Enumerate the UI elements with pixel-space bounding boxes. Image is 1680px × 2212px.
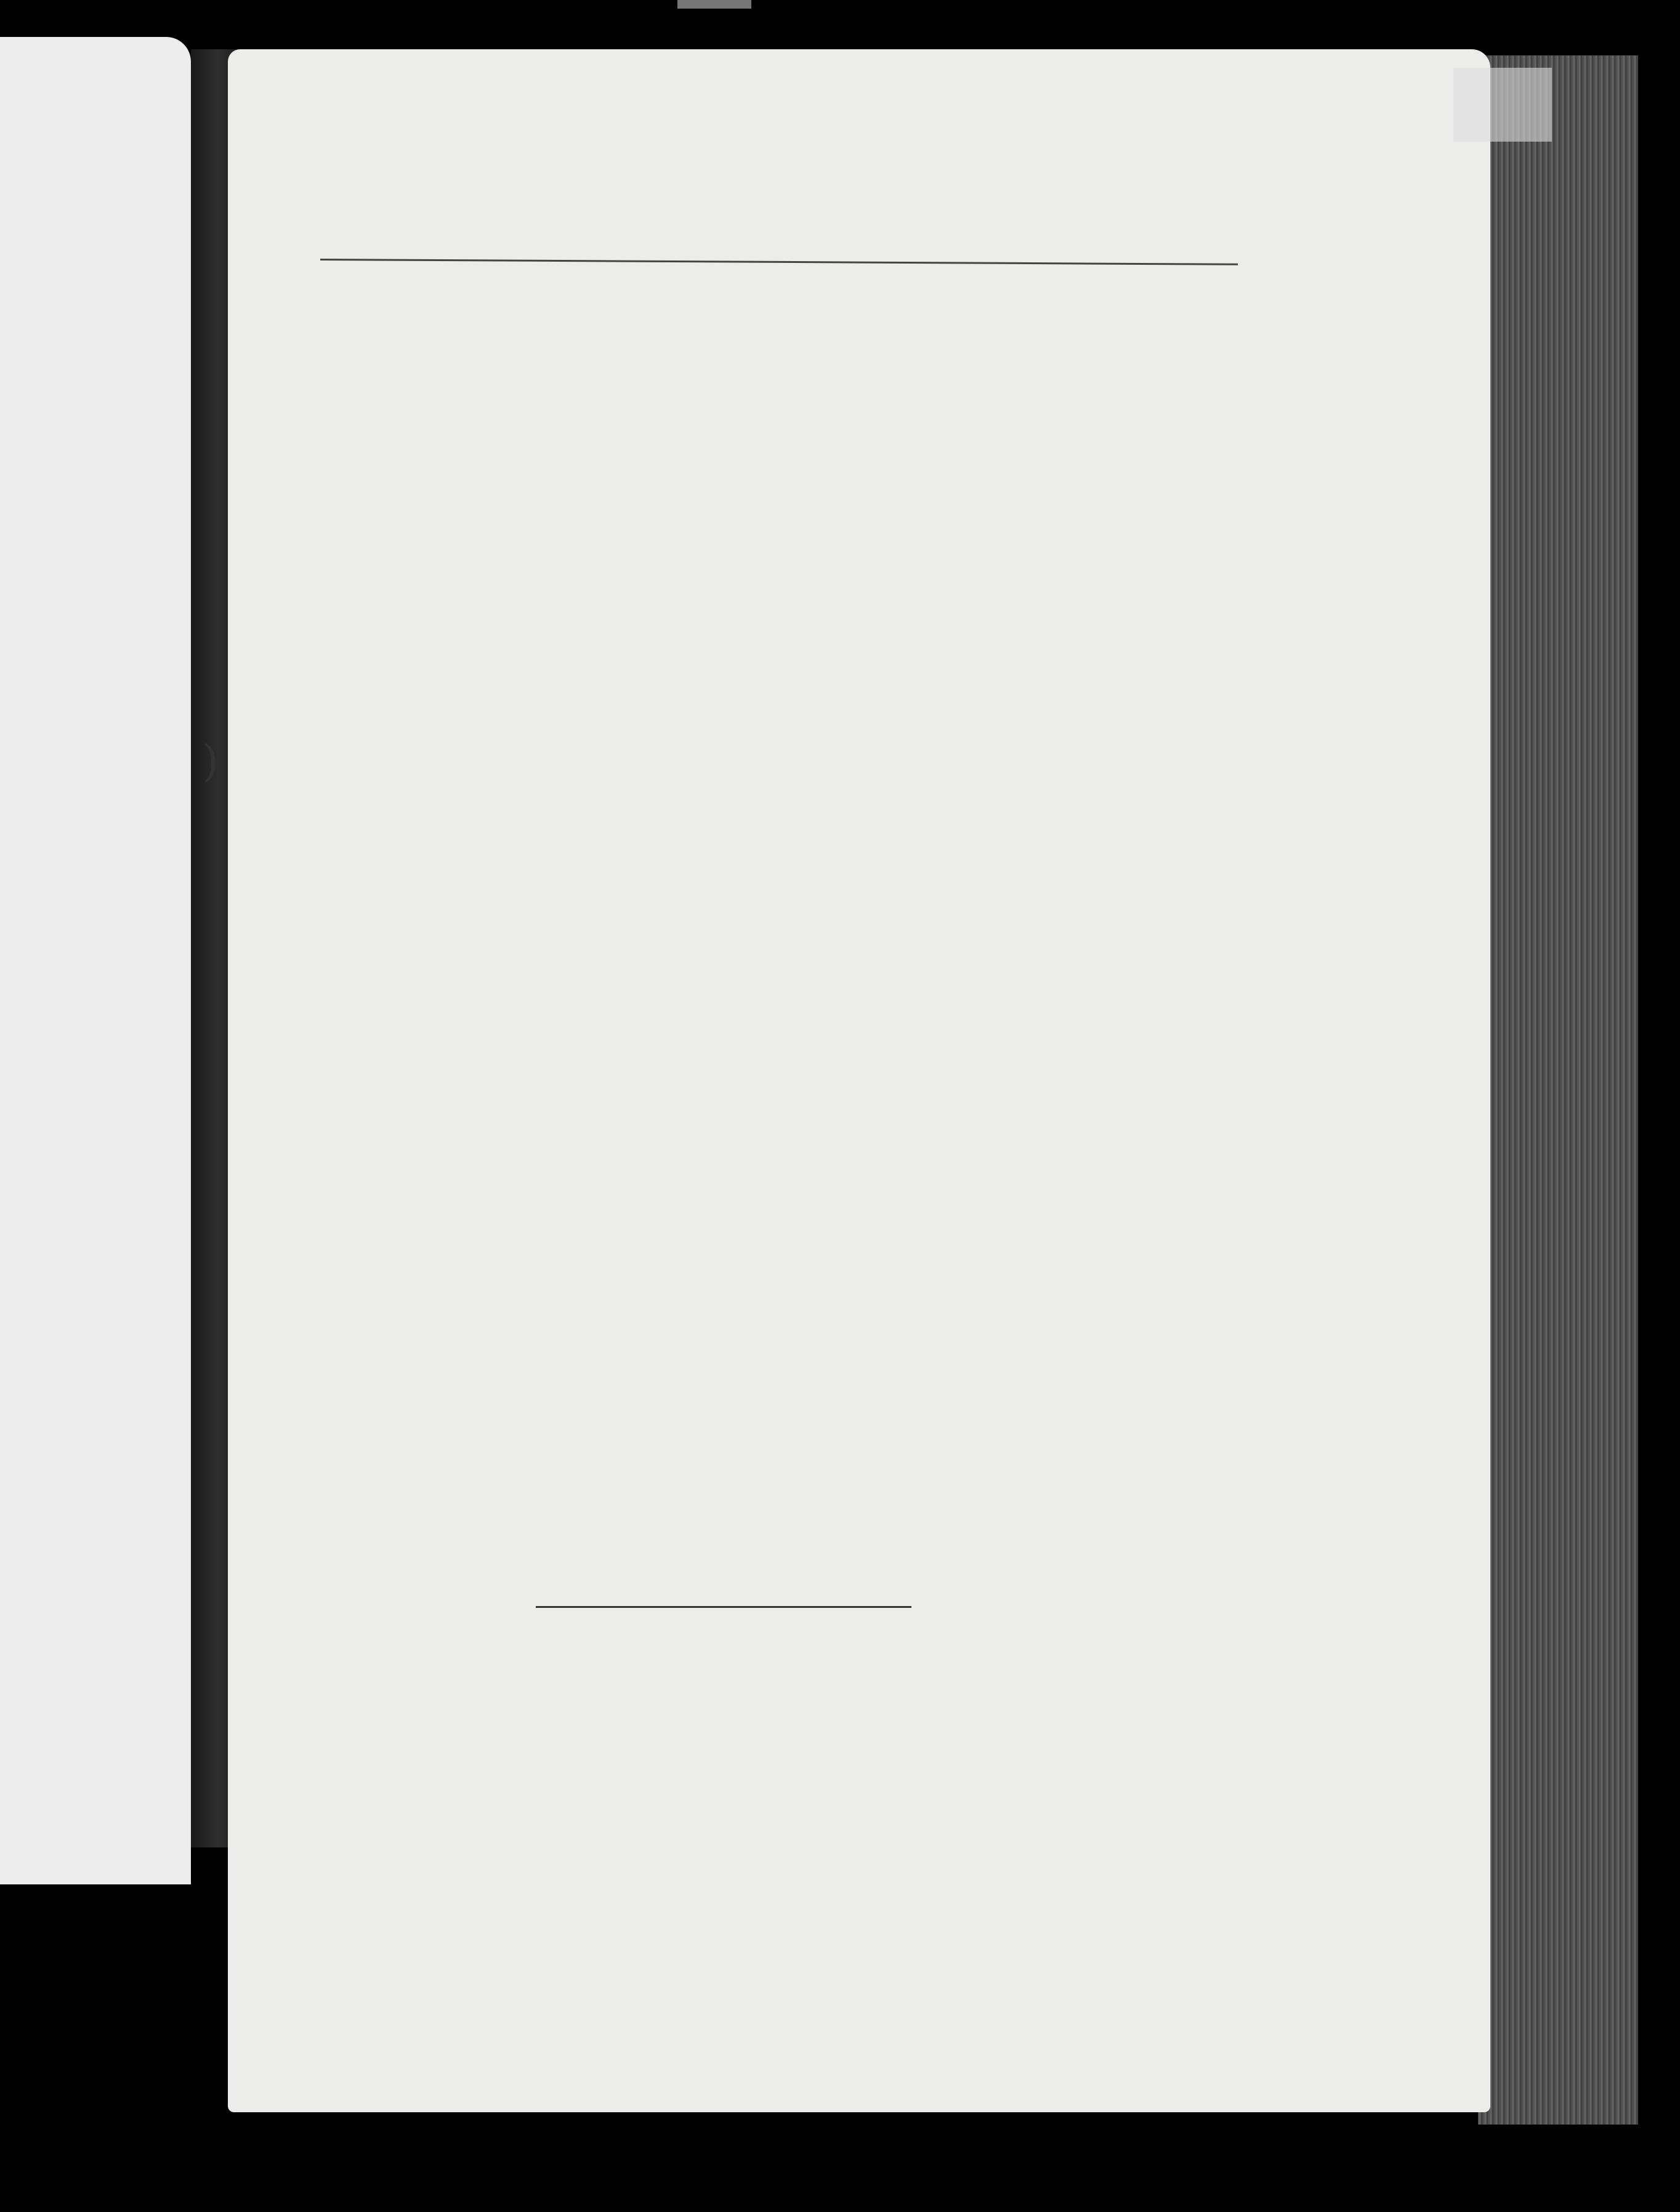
margin-mark: ) [202,736,219,786]
left-facing-page [0,37,191,1884]
footnote-rule [536,1606,911,1608]
main-page [228,49,1490,2112]
scan-artifact [677,0,751,9]
page-edge-highlight [1453,68,1552,142]
page-edges [1478,55,1638,2125]
